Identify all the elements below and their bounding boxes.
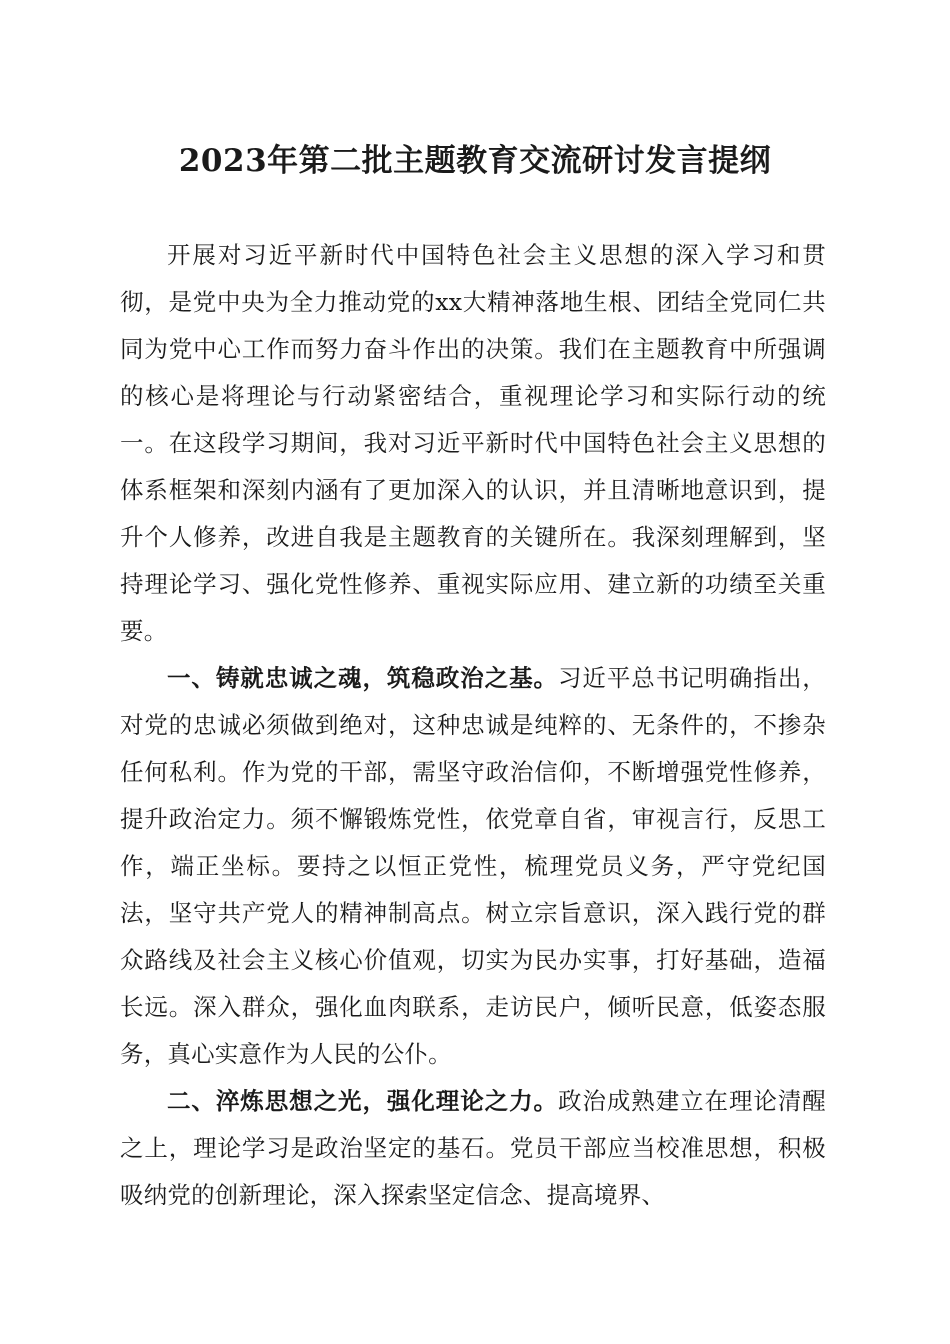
section-2-text: 政治成熟建立在理论清醒之上，理论学习是政治坚定的基石。党员干部应当校准思想，积极吸纳党的创新理论，深入探索坚定信念、提高境界、 bbox=[120, 1087, 826, 1209]
document-body bbox=[120, 232, 826, 1219]
section-2-heading: 二、淬炼思想之光，强化理论之力。 bbox=[167, 1087, 558, 1115]
document-title: 2023年第二批主题教育交流研讨发言提纲 bbox=[178, 143, 772, 179]
section-1-text: 习近平总书记明确指出，对党的忠诚必须做到绝对，这种忠诚是纯粹的、无条件的，不掺杂任何私利。作为党的干部，需坚守政治信仰，不断增强党性修养，提升政治定力。须不懈锻炼党性，依党章自省，审视言行，反思工作，端正坐标。要持之以恒正党性，梳理党员义务，严守党纪国法，坚守共产党人的精神制高点。树立宗旨意识，深入践行党的群众路线及社会主义核心价值观，切实为民办实事，打好基础，造福长远。深入群众，强化血肉联系，走访民户，倾听民意，低姿态服务，真心实意作为人民的公仆。 bbox=[120, 664, 826, 1068]
paragraph-intro-text: 开展对习近平新时代中国特色社会主义思想的深入学习和贯彻，是党中央为全力推动党的xx大精神落地生根、团结全党同仁共同为党中心工作而努力奋斗作出的决策。我们在主题教育中所强调的核心是将理论与行动紧密结合，重视理论学习和实际行动的统一。在这段学习期间，我对习近平新时代中国特色社会主义思想的体系框架和深刻内涵有了更加深入的认识，并且清晰地意识到，提升个人修养，改进自我是主题教育的关键所在。我深刻理解到，坚持理论学习、强化党性修养、重视实际应用、建立新的功绩至关重要。 bbox=[120, 241, 826, 645]
paragraph-intro bbox=[120, 232, 826, 655]
paragraph-section-2 bbox=[120, 1078, 826, 1219]
section-1-heading: 一、铸就忠诚之魂，筑稳政治之基。 bbox=[167, 664, 558, 692]
paragraph-section-1 bbox=[120, 655, 826, 1078]
